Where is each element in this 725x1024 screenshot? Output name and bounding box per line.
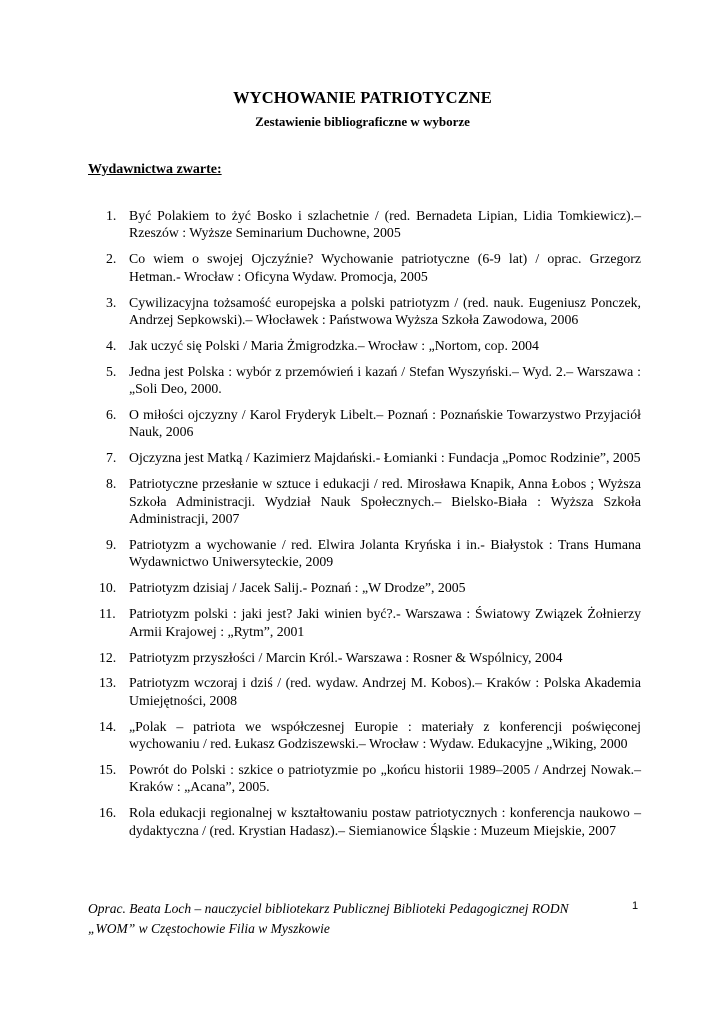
list-item-number: 7. — [106, 450, 117, 466]
list-item-number: 12. — [99, 649, 117, 665]
list-item — [88, 649, 641, 666]
list-item-number: 5. — [106, 363, 117, 379]
list-item — [88, 536, 641, 571]
list-item — [88, 674, 641, 709]
list-item-text: Patriotyzm wczoraj i dziś / (red. wydaw. Andrzej M. Kobos).– Kraków : Polska Akademia Umiejętności, 2008 — [129, 675, 641, 708]
list-item-number: 4. — [106, 337, 117, 353]
list-item-text: O miłości ojczyzny / Karol Fryderyk Libelt.– Poznań : Poznańskie Towarzystwo Przyjaciół Nauk, 2006 — [129, 407, 641, 440]
list-item-text: Patriotyzm przyszłości / Marcin Król.- Warszawa : Rosner & Wspólnicy, 2004 — [129, 649, 563, 665]
list-item-text: Patriotyzm a wychowanie / red. Elwira Jolanta Kryńska i in.- Białystok : Trans Humana Wydawnictwo Uniwersyteckie, 2009 — [129, 536, 641, 570]
list-item — [88, 718, 641, 753]
document-title: WYCHOWANIE PATRIOTYCZNE — [233, 88, 492, 107]
list-item-text: Patriotyzm dzisiaj / Jacek Salij.- Poznań : „W Drodze”, 2005 — [129, 580, 466, 596]
list-item-text: Co wiem o swojej Ojczyźnie? Wychowanie patriotyczne (6-9 lat) / oprac. Grzegorz Hetman.- Wrocław : Oficyna Wydaw. Promocja, 2005 — [129, 251, 641, 284]
list-item — [88, 449, 641, 466]
list-item-text: Jak uczyć się Polski / Maria Żmigrodzka.– Wrocław : „Nortom, cop. 2004 — [129, 337, 539, 353]
list-item-number: 3. — [106, 294, 117, 310]
list-item — [88, 250, 641, 285]
footer-line-2: „WOM” w Częstochowie Filia w Myszkowie — [88, 921, 330, 936]
bibliography-list — [88, 207, 641, 848]
list-item-number: 13. — [99, 675, 117, 691]
list-item — [88, 337, 641, 354]
list-item — [88, 294, 641, 329]
list-item-text: Patriotyczne przesłanie w sztuce i edukacji / red. Mirosława Knapik, Anna Łobos ; Wyższa Szkoła Administracji. Wydział Nauk Społecznych.– Bielsko-Biała : Wyższa Szkoła Administracji, 2007 — [129, 476, 641, 526]
list-item — [88, 761, 641, 796]
list-item-number: 2. — [106, 251, 117, 267]
list-item — [88, 605, 641, 640]
list-item-text: Być Polakiem to żyć Bosko i szlachetnie / (red. Bernadeta Lipian, Lidia Tomkiewicz).– Rzeszów : Wyższe Seminarium Duchowne, 2005 — [129, 208, 641, 241]
list-item-text: Cywilizacyjna tożsamość europejska a polski patriotyzm / (red. nauk. Eugeniusz Ponczek, Andrzej Sepkowski).– Włocławek : Państwowa Wyższa Szkoła Zawodowa, 2006 — [129, 294, 641, 327]
list-item-text: Ojczyzna jest Matką / Kazimierz Majdański.- Łomianki : Fundacja „Pomoc Rodzinie”, 2005 — [129, 450, 641, 466]
list-item — [88, 804, 641, 839]
list-item-number: 6. — [106, 407, 117, 423]
section-heading: Wydawnictwa zwarte: — [88, 162, 222, 177]
list-item-number: 16. — [99, 805, 117, 821]
list-item-number: 11. — [99, 606, 116, 622]
footer-credit — [88, 899, 608, 939]
list-item-text: Powrót do Polski : szkice o patriotyzmie po „końcu historii 1989–2005 / Andrzej Nowak.– Kraków : „Acana”, 2005. — [129, 762, 641, 795]
list-item-number: 15. — [99, 762, 117, 778]
list-item — [88, 406, 641, 441]
list-item-text: „Polak – patriota we współczesnej Europie : materiały z konferencji poświęconej wychowaniu / red. Łukasz Godziszewski.– Wrocław : Wydaw. Edukacyjne „Wiking, 2000 — [129, 718, 641, 752]
list-item-number: 10. — [99, 580, 117, 596]
list-item — [88, 207, 641, 242]
list-item-number: 14. — [99, 718, 117, 734]
page-number: 1 — [632, 900, 639, 912]
list-item-number: 9. — [106, 536, 117, 552]
list-item-text: Rola edukacji regionalnej w kształtowaniu postaw patriotycznych : konferencja naukowo – dydaktyczna / (red. Krystian Hadasz).– Siemianowice Śląskie : Muzeum Miejskie, 2007 — [129, 805, 641, 838]
document-subtitle: Zestawienie bibliograficzne w wyborze — [255, 114, 470, 129]
list-item-number: 8. — [106, 476, 117, 492]
list-item-text: Patriotyzm polski : jaki jest? Jaki winien być?.- Warszawa : Światowy Związek Żołnierzy Armii Krajowej : „Rytm”, 2001 — [129, 606, 641, 639]
footer-line-1: Oprac. Beata Loch – nauczyciel bibliotekarz Publicznej Biblioteki Pedagogicznej RODN — [88, 901, 569, 916]
list-item — [88, 579, 641, 596]
list-item — [88, 475, 641, 527]
list-item-text: Jedna jest Polska : wybór z przemówień i kazań / Stefan Wyszyński.– Wyd. 2.– Warszawa : „Soli Deo, 2000. — [129, 363, 641, 397]
list-item — [88, 363, 641, 398]
list-item-number: 1. — [106, 208, 117, 223]
